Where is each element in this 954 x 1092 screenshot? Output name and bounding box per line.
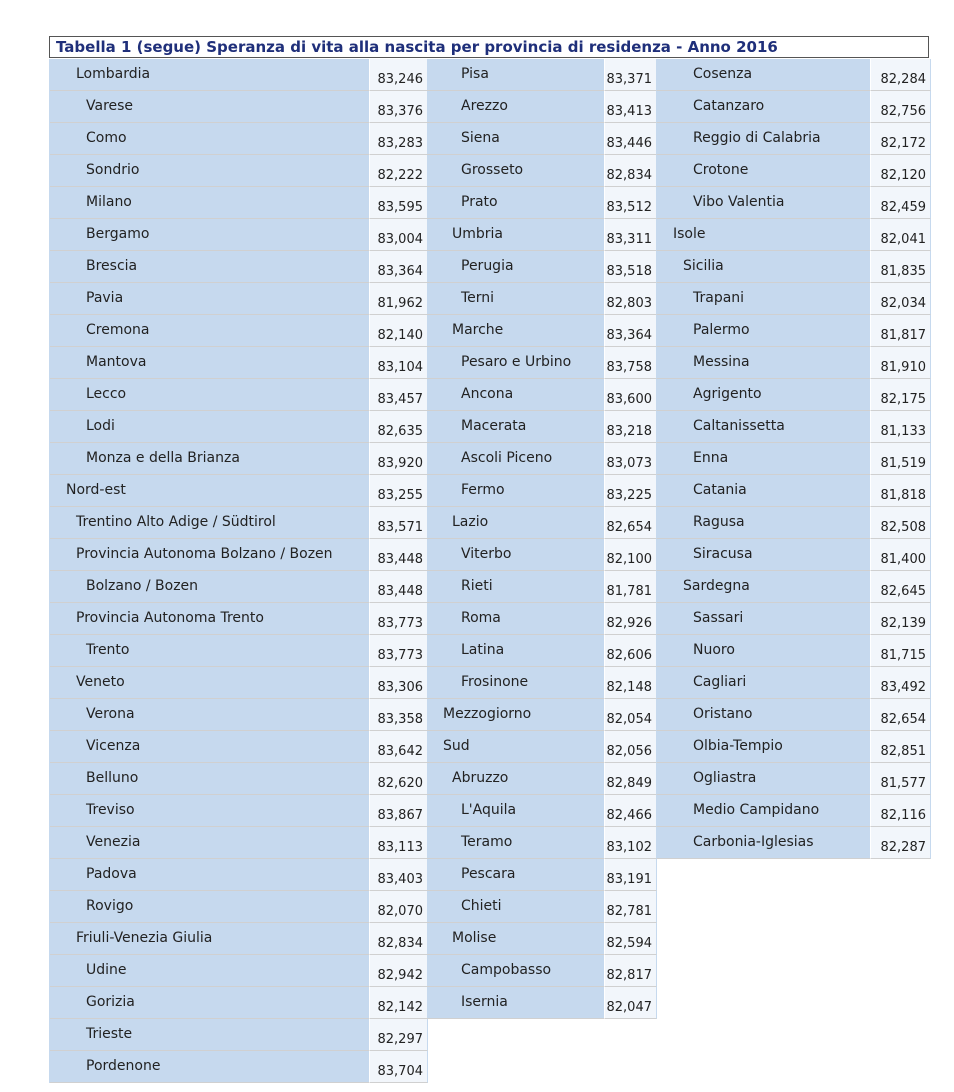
table-row [50, 315, 428, 347]
territory-name: Sardegna [657, 571, 871, 603]
table-row [50, 123, 428, 155]
table-row [50, 251, 428, 283]
table-row [50, 923, 428, 955]
life-expectancy-value: 81,781 [605, 571, 657, 603]
territory-name: Veneto [50, 667, 370, 699]
life-expectancy-value: 83,371 [605, 59, 657, 91]
table-row [657, 59, 931, 91]
life-expectancy-value: 82,803 [605, 283, 657, 315]
life-expectancy-value: 82,654 [871, 699, 931, 731]
territory-name: Palermo [657, 315, 871, 347]
life-expectancy-value: 83,413 [605, 91, 657, 123]
life-expectancy-value: 81,817 [871, 315, 931, 347]
table-row [50, 955, 428, 987]
table-row [50, 475, 428, 507]
life-expectancy-value: 82,100 [605, 539, 657, 571]
territory-name: Macerata [427, 411, 605, 443]
territory-name: Treviso [50, 795, 370, 827]
territory-name: Pescara [427, 859, 605, 891]
table-row [427, 251, 657, 283]
territory-name: Friuli-Venezia Giulia [50, 923, 370, 955]
life-expectancy-value: 82,654 [605, 507, 657, 539]
territory-name: Crotone [657, 155, 871, 187]
table-row [657, 155, 931, 187]
table-row [427, 443, 657, 475]
table-row [427, 667, 657, 699]
table-row [657, 667, 931, 699]
table-row [427, 475, 657, 507]
territory-name: Mezzogiorno [427, 699, 605, 731]
life-expectancy-value: 82,056 [605, 731, 657, 763]
life-expectancy-value: 82,116 [871, 795, 931, 827]
territory-name: Marche [427, 315, 605, 347]
territory-name: Teramo [427, 827, 605, 859]
life-expectancy-value: 83,446 [605, 123, 657, 155]
table-row [427, 347, 657, 379]
territory-name: Venezia [50, 827, 370, 859]
territory-name: Nord-est [50, 475, 370, 507]
life-expectancy-value: 83,306 [370, 667, 428, 699]
table-row [657, 411, 931, 443]
life-expectancy-value: 83,102 [605, 827, 657, 859]
life-expectancy-value: 82,851 [871, 731, 931, 763]
territory-name: Perugia [427, 251, 605, 283]
table-row [427, 955, 657, 987]
life-expectancy-value: 82,466 [605, 795, 657, 827]
territory-name: Bolzano / Bozen [50, 571, 370, 603]
table-row [50, 59, 428, 91]
life-expectancy-value: 82,635 [370, 411, 428, 443]
territory-name: Ascoli Piceno [427, 443, 605, 475]
territory-name: Medio Campidano [657, 795, 871, 827]
territory-name: Caltanissetta [657, 411, 871, 443]
territory-name: Rieti [427, 571, 605, 603]
territory-name: Nuoro [657, 635, 871, 667]
territory-name: Belluno [50, 763, 370, 795]
territory-name: Lazio [427, 507, 605, 539]
table-row [427, 283, 657, 315]
table-row [50, 731, 428, 763]
table-row [427, 891, 657, 923]
life-expectancy-value: 82,054 [605, 699, 657, 731]
life-expectancy-value: 83,773 [370, 603, 428, 635]
table-row [427, 763, 657, 795]
territory-name: Campobasso [427, 955, 605, 987]
table-row [657, 827, 931, 859]
territory-name: Roma [427, 603, 605, 635]
life-expectancy-value: 83,255 [370, 475, 428, 507]
table-row [50, 891, 428, 923]
table-row [657, 187, 931, 219]
table-row [427, 603, 657, 635]
table-row [657, 219, 931, 251]
territory-name: Chieti [427, 891, 605, 923]
territory-name: Agrigento [657, 379, 871, 411]
table-row [657, 315, 931, 347]
table-row [427, 219, 657, 251]
life-expectancy-value: 82,834 [605, 155, 657, 187]
table-row [657, 603, 931, 635]
territory-name: Monza e della Brianza [50, 443, 370, 475]
life-expectancy-value: 82,140 [370, 315, 428, 347]
life-expectancy-value: 82,817 [605, 955, 657, 987]
life-expectancy-value: 82,222 [370, 155, 428, 187]
table-row [427, 91, 657, 123]
table-row [50, 1051, 428, 1083]
life-expectancy-value: 82,034 [871, 283, 931, 315]
life-expectancy-value: 83,595 [370, 187, 428, 219]
life-expectancy-value: 82,120 [871, 155, 931, 187]
table-row [427, 123, 657, 155]
territory-name: Messina [657, 347, 871, 379]
table-row [657, 379, 931, 411]
table-column-3 [657, 59, 931, 859]
territory-name: Milano [50, 187, 370, 219]
territory-name: Cremona [50, 315, 370, 347]
table-row [427, 411, 657, 443]
territory-name: Terni [427, 283, 605, 315]
territory-name: Provincia Autonoma Trento [50, 603, 370, 635]
life-expectancy-value: 83,773 [370, 635, 428, 667]
life-expectancy-value: 82,142 [370, 987, 428, 1019]
territory-name: Catanzaro [657, 91, 871, 123]
territory-name: Brescia [50, 251, 370, 283]
table-row [427, 187, 657, 219]
table-row [427, 731, 657, 763]
table-row [657, 539, 931, 571]
territory-name: Abruzzo [427, 763, 605, 795]
table-row [50, 795, 428, 827]
life-expectancy-value: 83,403 [370, 859, 428, 891]
territory-name: L'Aquila [427, 795, 605, 827]
territory-name: Trapani [657, 283, 871, 315]
life-expectancy-value: 81,519 [871, 443, 931, 475]
territory-name: Fermo [427, 475, 605, 507]
table-row [657, 475, 931, 507]
territory-name: Bergamo [50, 219, 370, 251]
life-expectancy-value: 83,920 [370, 443, 428, 475]
life-expectancy-value: 82,297 [370, 1019, 428, 1051]
territory-name: Vibo Valentia [657, 187, 871, 219]
table-row [50, 603, 428, 635]
territory-name: Pesaro e Urbino [427, 347, 605, 379]
territory-name: Como [50, 123, 370, 155]
table-row [50, 635, 428, 667]
life-expectancy-value: 82,781 [605, 891, 657, 923]
table-row [427, 827, 657, 859]
table-column-2 [427, 59, 657, 1019]
life-expectancy-value: 81,962 [370, 283, 428, 315]
table-row [427, 571, 657, 603]
territory-name: Siracusa [657, 539, 871, 571]
territory-name: Isole [657, 219, 871, 251]
table-row [427, 859, 657, 891]
territory-name: Reggio di Calabria [657, 123, 871, 155]
table-row [50, 1019, 428, 1051]
life-expectancy-value: 82,284 [871, 59, 931, 91]
table-row [427, 539, 657, 571]
territory-name: Carbonia-Iglesias [657, 827, 871, 859]
table-row [657, 571, 931, 603]
table-row [427, 635, 657, 667]
table-row [427, 699, 657, 731]
life-expectancy-value: 83,512 [605, 187, 657, 219]
territory-name: Cosenza [657, 59, 871, 91]
territory-name: Oristano [657, 699, 871, 731]
territory-name: Mantova [50, 347, 370, 379]
life-expectancy-value: 83,004 [370, 219, 428, 251]
life-expectancy-value: 83,600 [605, 379, 657, 411]
life-expectancy-value: 83,311 [605, 219, 657, 251]
life-expectancy-value: 82,041 [871, 219, 931, 251]
life-expectancy-value: 83,704 [370, 1051, 428, 1083]
life-expectancy-value: 82,849 [605, 763, 657, 795]
table-row [50, 507, 428, 539]
life-expectancy-value: 83,448 [370, 539, 428, 571]
life-expectancy-value: 82,942 [370, 955, 428, 987]
life-expectancy-value: 83,642 [370, 731, 428, 763]
territory-name: Lecco [50, 379, 370, 411]
territory-name: Umbria [427, 219, 605, 251]
table-row [50, 155, 428, 187]
territory-name: Cagliari [657, 667, 871, 699]
life-expectancy-value: 82,459 [871, 187, 931, 219]
territory-name: Frosinone [427, 667, 605, 699]
life-expectancy-value: 82,287 [871, 827, 931, 859]
life-expectancy-value: 83,073 [605, 443, 657, 475]
life-expectancy-value: 82,594 [605, 923, 657, 955]
life-expectancy-value: 83,867 [370, 795, 428, 827]
life-expectancy-value: 81,835 [871, 251, 931, 283]
life-expectancy-value: 81,910 [871, 347, 931, 379]
life-expectancy-value: 82,756 [871, 91, 931, 123]
territory-name: Sassari [657, 603, 871, 635]
territory-name: Molise [427, 923, 605, 955]
table-row [50, 699, 428, 731]
table-row [427, 379, 657, 411]
territory-name: Prato [427, 187, 605, 219]
life-expectancy-value: 83,364 [370, 251, 428, 283]
table-row [427, 315, 657, 347]
table-row [657, 251, 931, 283]
table-row [427, 59, 657, 91]
life-expectancy-value: 82,175 [871, 379, 931, 411]
table-row [50, 443, 428, 475]
table-row [657, 123, 931, 155]
life-expectancy-value: 83,571 [370, 507, 428, 539]
table-row [50, 283, 428, 315]
territory-name: Varese [50, 91, 370, 123]
life-expectancy-value: 83,358 [370, 699, 428, 731]
territory-name: Provincia Autonoma Bolzano / Bozen [50, 539, 370, 571]
table-row [50, 347, 428, 379]
life-expectancy-value: 82,172 [871, 123, 931, 155]
table-row [50, 539, 428, 571]
territory-name: Lodi [50, 411, 370, 443]
table-row [427, 923, 657, 955]
table-row [657, 91, 931, 123]
life-expectancy-value: 82,070 [370, 891, 428, 923]
table-row [657, 347, 931, 379]
table-row [50, 571, 428, 603]
life-expectancy-value: 83,758 [605, 347, 657, 379]
territory-name: Isernia [427, 987, 605, 1019]
life-expectancy-value: 83,113 [370, 827, 428, 859]
table-row [657, 283, 931, 315]
life-expectancy-value: 83,225 [605, 475, 657, 507]
table-column-1 [49, 59, 428, 1083]
life-expectancy-value: 82,834 [370, 923, 428, 955]
table-row [50, 667, 428, 699]
table-row [427, 987, 657, 1019]
life-expectancy-value: 83,283 [370, 123, 428, 155]
territory-name: Viterbo [427, 539, 605, 571]
territory-name: Grosseto [427, 155, 605, 187]
territory-name: Pavia [50, 283, 370, 315]
territory-name: Siena [427, 123, 605, 155]
life-expectancy-value: 81,818 [871, 475, 931, 507]
territory-name: Enna [657, 443, 871, 475]
life-expectancy-value: 82,148 [605, 667, 657, 699]
table-row [50, 859, 428, 891]
territory-name: Gorizia [50, 987, 370, 1019]
life-expectancy-value: 81,133 [871, 411, 931, 443]
life-expectancy-value: 83,191 [605, 859, 657, 891]
table-row [50, 219, 428, 251]
life-expectancy-value: 81,400 [871, 539, 931, 571]
territory-name: Padova [50, 859, 370, 891]
table-row [657, 731, 931, 763]
territory-name: Sondrio [50, 155, 370, 187]
table-row [50, 411, 428, 443]
territory-name: Latina [427, 635, 605, 667]
life-expectancy-value: 82,926 [605, 603, 657, 635]
territory-name: Ogliastra [657, 763, 871, 795]
life-expectancy-value: 83,376 [370, 91, 428, 123]
table-row [427, 507, 657, 539]
territory-name: Sicilia [657, 251, 871, 283]
table-row [427, 795, 657, 827]
table-row [50, 827, 428, 859]
table-row [50, 379, 428, 411]
territory-name: Ancona [427, 379, 605, 411]
life-expectancy-value: 81,577 [871, 763, 931, 795]
table-row [427, 155, 657, 187]
table-row [657, 443, 931, 475]
life-expectancy-value: 83,364 [605, 315, 657, 347]
table-title: Tabella 1 (segue) Speranza di vita alla nascita per provincia di residenza - Anno 2016 [49, 36, 929, 58]
territory-name: Olbia-Tempio [657, 731, 871, 763]
territory-name: Trieste [50, 1019, 370, 1051]
territory-name: Sud [427, 731, 605, 763]
territory-name: Vicenza [50, 731, 370, 763]
territory-name: Ragusa [657, 507, 871, 539]
territory-name: Pisa [427, 59, 605, 91]
territory-name: Lombardia [50, 59, 370, 91]
life-expectancy-value: 82,645 [871, 571, 931, 603]
life-expectancy-value: 83,218 [605, 411, 657, 443]
table-row [657, 795, 931, 827]
life-expectancy-value: 83,457 [370, 379, 428, 411]
life-expectancy-value: 81,715 [871, 635, 931, 667]
life-expectancy-value: 82,606 [605, 635, 657, 667]
territory-name: Arezzo [427, 91, 605, 123]
table-row [50, 91, 428, 123]
life-expectancy-value: 83,246 [370, 59, 428, 91]
territory-name: Trentino Alto Adige / Südtirol [50, 507, 370, 539]
table-row [657, 507, 931, 539]
life-expectancy-value: 83,492 [871, 667, 931, 699]
life-expectancy-value: 82,047 [605, 987, 657, 1019]
territory-name: Verona [50, 699, 370, 731]
life-expectancy-value: 82,139 [871, 603, 931, 635]
table-row [50, 763, 428, 795]
life-expectancy-value: 83,518 [605, 251, 657, 283]
table-row [50, 987, 428, 1019]
table-row [657, 635, 931, 667]
table-row [657, 763, 931, 795]
table-row [657, 699, 931, 731]
territory-name: Catania [657, 475, 871, 507]
territory-name: Rovigo [50, 891, 370, 923]
life-expectancy-value: 83,448 [370, 571, 428, 603]
territory-name: Pordenone [50, 1051, 370, 1083]
territory-name: Trento [50, 635, 370, 667]
life-expectancy-value: 82,508 [871, 507, 931, 539]
life-expectancy-value: 83,104 [370, 347, 428, 379]
table-row [50, 187, 428, 219]
territory-name: Udine [50, 955, 370, 987]
life-expectancy-value: 82,620 [370, 763, 428, 795]
